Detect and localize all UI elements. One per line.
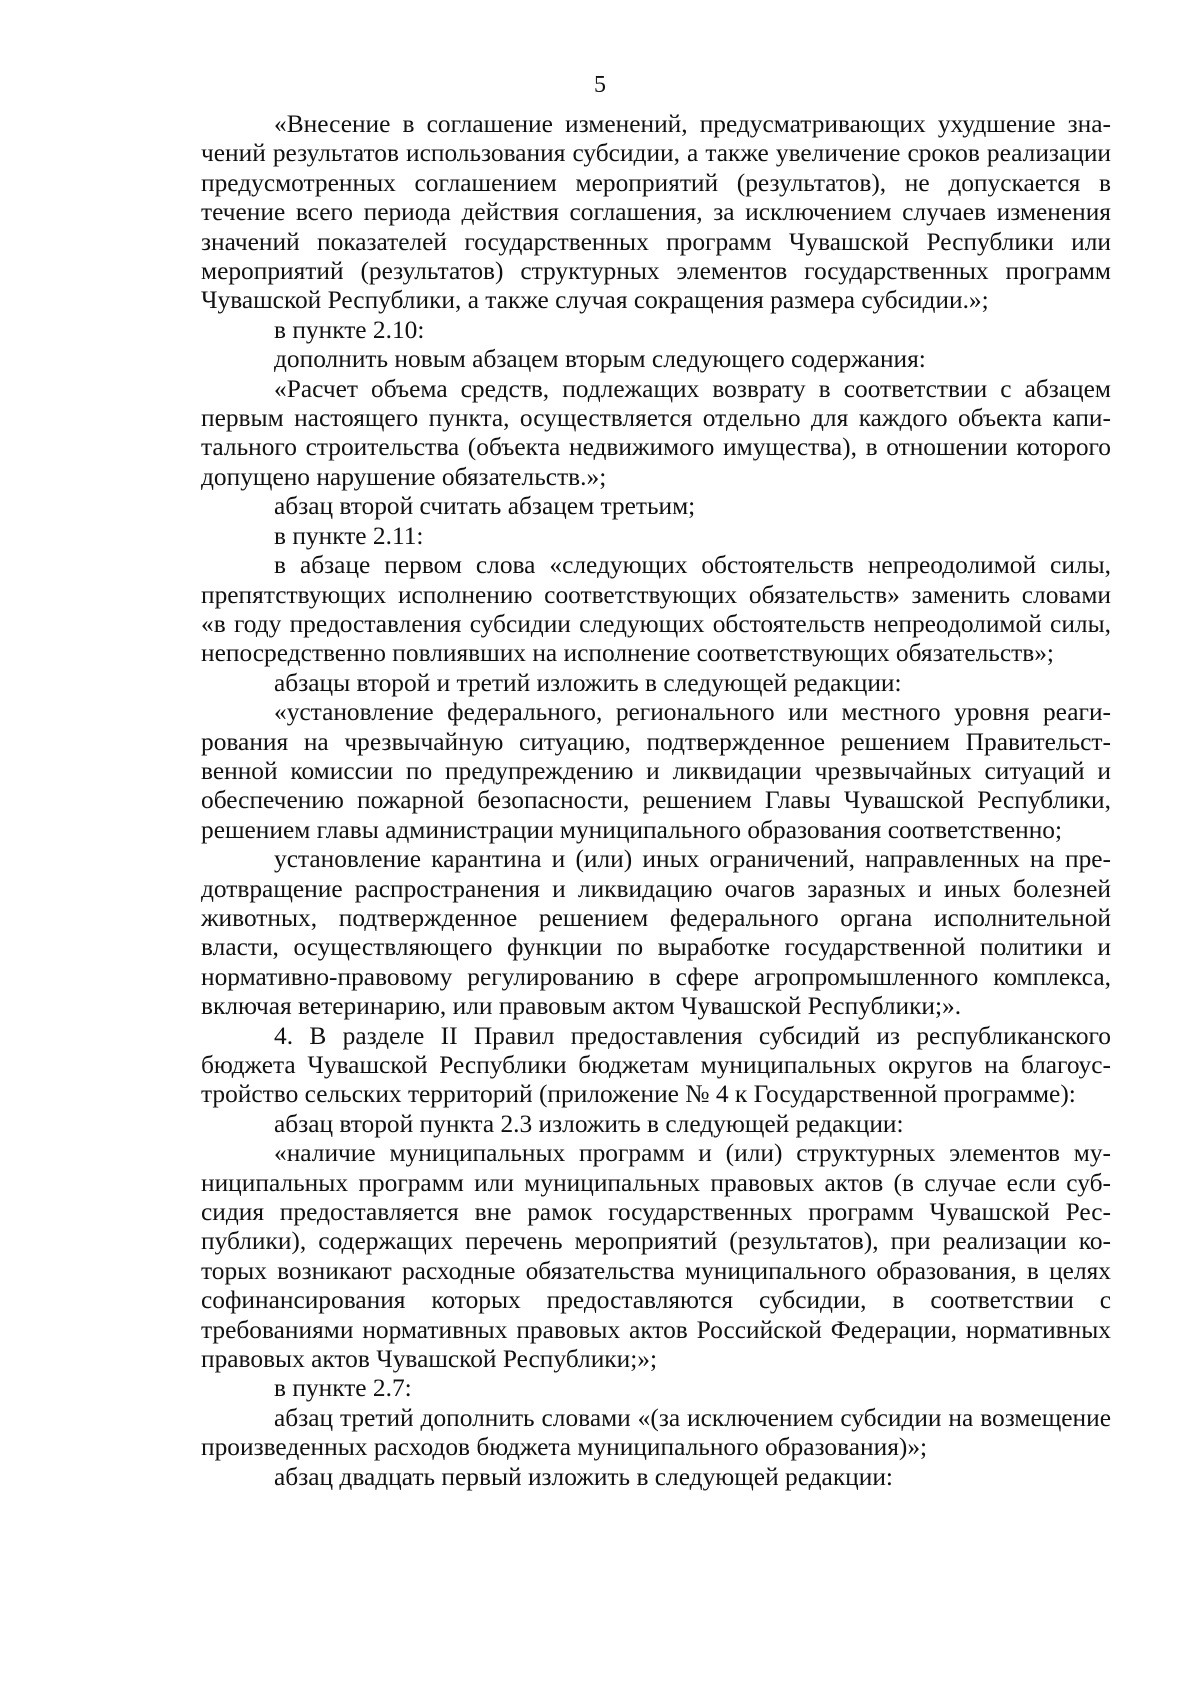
paragraph-10: установление карантина и (или) иных ограничений, направленных на предотвращение распространения и ликвидацию очагов заразных и иных болезней животных, подтвержденное решением федерального органа исполнительной власти, осуществляющего функции по выработке государственной политики и нормативно-правовому регулированию в сфере агропромышленного комплекса, включая ветеринарию, или правовым актом Чувашской Республики;». [201,845,1111,1021]
document-body [201,110,1111,1492]
paragraph-5: абзац второй считать абзацем третьим; [274,492,696,521]
paragraph-12: абзац второй пункта 2.3 изложить в следующей редакции: [274,1109,904,1138]
paragraph-15: абзац третий дополнить словами «(за исключением субсидии на возмещение произведенных расходов бюджета муниципального образования)»; [201,1403,1111,1462]
paragraph-8: абзацы второй и третий изложить в следующей редакции: [274,668,902,697]
paragraph-2: в пункте 2.10: [274,315,425,344]
paragraph-11: 4. В разделе II Правил предоставления субсидий из республиканского бюджета Чувашской Республики бюджетам муниципальных округов на благоустройство сельских территорий (приложение № 4 к Государственной программе): [201,1021,1111,1109]
paragraph-6: в пункте 2.11: [274,521,424,550]
paragraph-1: «Внесение в соглашение изменений, предусматривающих ухудшение значений результатов использования субсидии, а также увеличение сроков реализации предусмотренных соглашением мероприятий (результатов), не допускается в течение всего периода действия соглашения, за исключением случаев изменения значений показателей государственных программ Чувашской Республики или мероприятий (результатов) структурных элементов государственных программ Чувашской Республики, а также случая сокращения размера субсидии.»; [201,110,1111,315]
paragraph-4: «Расчет объема средств, подлежащих возврату в соответствии с абзацем первым настоящего пункта, осуществляется отдельно для каждого объекта капитального строительства (объекта недвижимого имущества), в отношении которого допущено нарушение обязательств.»; [201,374,1111,491]
paragraph-13: «наличие муниципальных программ и (или) структурных элементов муниципальных программ или муниципальных правовых актов (в случае если субсидия предоставляется вне рамок государственных программ Чувашской Республики), содержащих перечень мероприятий (результатов), при реализации которых возникают расходные обязательства муниципального образования, в целях софинансирования которых предоставляются субсидии, в соответствии с требованиями нормативных правовых актов Российской Федерации, нормативных правовых актов Чувашской Республики;»; [201,1139,1111,1374]
paragraph-7: в абзаце первом слова «следующих обстоятельств непреодолимой силы, препятствующих исполнению соответствующих обязательств» заменить словами «в году предоставления субсидии следующих обстоятельств непреодолимой силы, непосредственно повлиявших на исполнение соответствующих обязательств»; [201,551,1111,668]
paragraph-3: дополнить новым абзацем вторым следующего содержания: [274,345,926,374]
paragraph-14: в пункте 2.7: [274,1374,412,1403]
paragraph-9: «установление федерального, регионального или местного уровня реагирования на чрезвычайную ситуацию, подтвержденное решением Правительственной комиссии по предупреждению и ликвидации чрезвычайных ситуаций и обеспечению пожарной безопасности, решением Главы Чувашской Республики, решением главы администрации муниципального образования соответственно; [201,698,1111,844]
page-number: 5 [594,72,606,98]
paragraph-16: абзац двадцать первый изложить в следующей редакции: [274,1462,893,1491]
